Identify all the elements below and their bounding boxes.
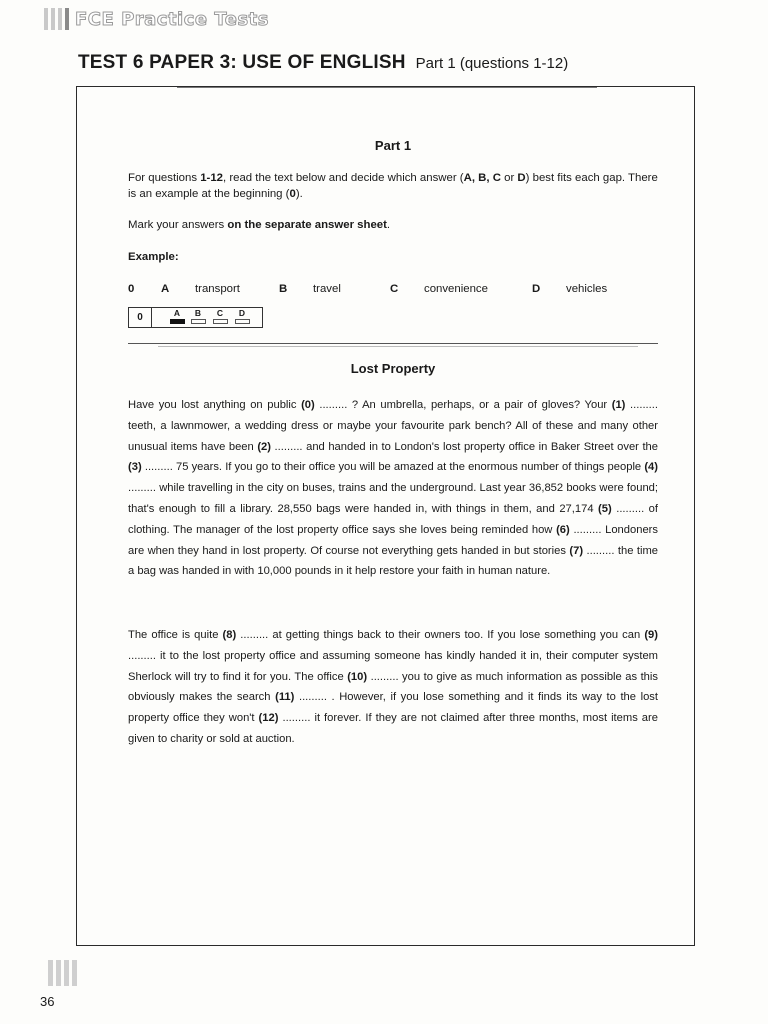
test-title: TEST 6 PAPER 3: USE OF ENGLISH xyxy=(78,52,406,73)
mark-answers-instruction: Mark your answers on the separate answer sheet. xyxy=(128,219,391,231)
page-number: 36 xyxy=(40,994,55,1009)
option-text-b: travel xyxy=(313,283,341,295)
running-head xyxy=(44,6,269,32)
passage-paragraph-2: The office is quite (8) ......... at getting things back to their owners too. If you lose something you can (9) ......... it to the lost property office and assuming someone has kindly handed it in, their computer system Sherlock will try to find it for you. The office (10) ......... you to give as much information as possible as this obviously makes the search (11) ......... . However, if you lose something and it finds its way to the lost property office they won't (12) ......... it forever. If they are not claimed after three months, most items are given to charity or sold at auction. xyxy=(128,629,658,745)
option-text-a: transport xyxy=(195,283,240,295)
gap-number: (3) xyxy=(128,461,142,474)
option-text-d: vehicles xyxy=(566,283,608,295)
gap-number: (7) xyxy=(569,544,584,557)
exam-frame xyxy=(76,86,695,946)
page-title xyxy=(78,52,568,74)
example-number: 0 xyxy=(128,283,135,295)
gap-number: (1) xyxy=(611,399,626,411)
running-head-title: FCE Practice Tests xyxy=(75,8,270,30)
divider-faint xyxy=(158,346,638,347)
gap-number: (0) xyxy=(301,399,315,411)
example-answer-box xyxy=(128,307,263,328)
option-letter-b: B xyxy=(279,283,288,295)
part-heading: Part 1 xyxy=(374,138,412,153)
gap-number: (4) xyxy=(644,461,658,474)
passage-paragraph-1: Have you lost anything on public (0) ......... ? An umbrella, perhaps, or a pair of gloves? Your (1) ......... teeth, a lawnmower, a wedding dress or maybe your favourite park bench? All of these and many other unusual items have been (2) ......... and handed in to London's lost property office in Baker Street over the (3) ......... 75 years. If you go to their office you will be amazed at the enormous number of things people (4) ......... while travelling in the city on buses, trains and the underground. Last year 36,852 books were found; that's enough to fill a library. 28,550 bags were handed in, with things in them, and 27,174 (5) ......... of clothing. The manager of the lost property office says she loves being reminded how (6) ......... Londoners are when they hand in lost property. Of course not everything gets handed in but stories (7) ......... the time a bag was handed in with 10,000 pounds in it help restore your faith in human nature. xyxy=(128,399,659,578)
answer-option-b: B xyxy=(190,309,206,324)
divider xyxy=(128,343,658,344)
gap-number: (8) xyxy=(222,629,237,641)
gap-number: (6) xyxy=(556,523,570,536)
answer-option-c: C xyxy=(212,309,228,324)
decorative-bars xyxy=(44,8,69,30)
option-letter-a: A xyxy=(161,283,170,295)
gap-number: (10) xyxy=(347,670,368,683)
gap-number: (11) xyxy=(275,691,295,704)
gap-number: (5) xyxy=(598,502,612,515)
footer-decorative-bars xyxy=(48,960,77,986)
answer-option-d: D xyxy=(234,309,250,324)
example-options-row xyxy=(128,282,658,300)
option-text-c: convenience xyxy=(424,283,488,295)
answer-option-a: A xyxy=(169,309,185,324)
answer-box-number: 0 xyxy=(129,308,152,327)
option-letter-c: C xyxy=(390,283,399,295)
example-label: Example: xyxy=(128,251,179,263)
part-subtitle: Part 1 (questions 1-12) xyxy=(415,55,569,72)
gap-number: (2) xyxy=(257,440,271,453)
passage-title: Lost Property xyxy=(350,361,436,376)
gap-number: (9) xyxy=(644,629,658,641)
instructions: For questions 1-12, read the text below and decide which answer (A, B, C or D) best fits each gap. There is an example at the beginning (0). xyxy=(128,172,658,200)
gap-number: (12) xyxy=(258,712,279,725)
option-letter-d: D xyxy=(532,283,541,295)
